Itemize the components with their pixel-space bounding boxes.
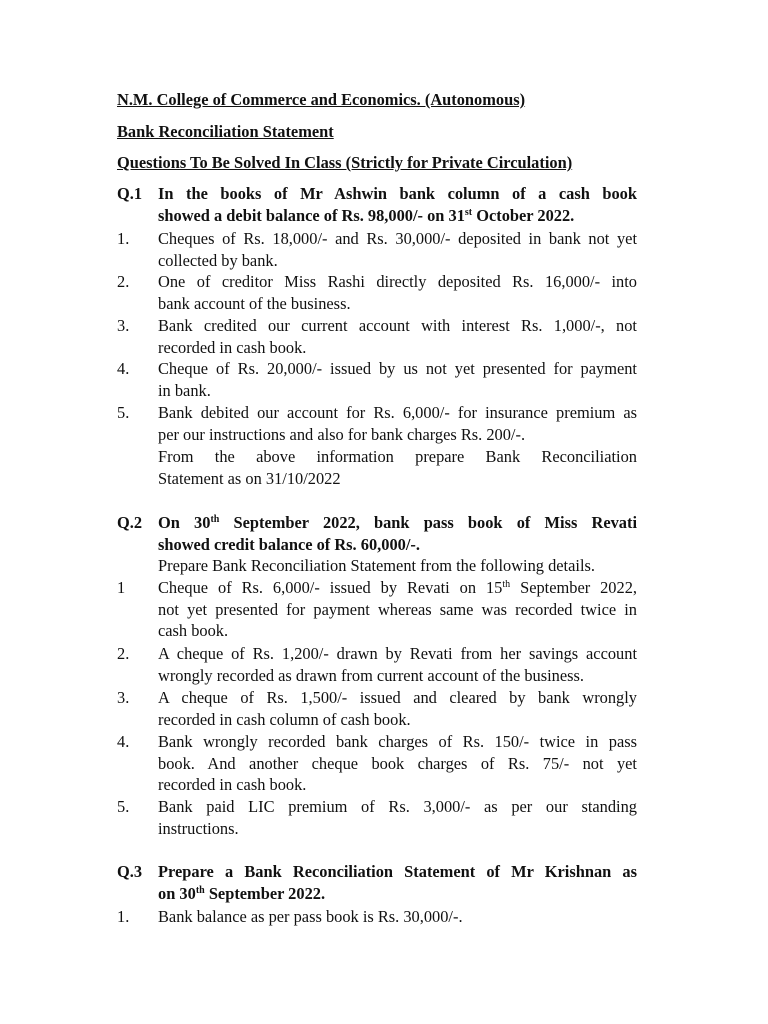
list-item [117, 402, 637, 445]
item-text: Bank paid LIC premium of Rs. 3,000/- as per our standing [158, 797, 637, 816]
question-instruction: Prepare Bank Reconciliation Statement from the following details. [158, 556, 595, 575]
item-number: 3. [117, 688, 130, 707]
item-text: A cheque of Rs. 1,200/- drawn by Revati from her savings account [158, 644, 637, 663]
question-instruction: Statement as on 31/10/2022 [158, 469, 341, 488]
question-line: On 30th September 2022, bank pass book of Miss Revati [158, 513, 638, 532]
item-number: 5. [117, 797, 130, 816]
item-text: in bank. [158, 380, 211, 400]
question-line: In the books of Mr Ashwin bank column of a cash book [158, 184, 637, 203]
list-item [117, 643, 637, 686]
item-text: Cheque of Rs. 6,000/- issued by Revati on 15th September 2022, [158, 578, 637, 597]
item-text: recorded in cash book. [158, 775, 307, 795]
item-text: One of creditor Miss Rashi directly deposited Rs. 16,000/- into [158, 272, 637, 291]
item-text: recorded in cash column of cash book. [158, 709, 411, 729]
question-1-heading [117, 183, 637, 227]
item-text: per our instructions and also for bank charges Rs. 200/-. [158, 424, 526, 444]
list-item [117, 731, 637, 796]
item-text: recorded in cash book. [158, 337, 307, 357]
subject-title: Bank Reconciliation Statement [117, 122, 334, 141]
list-item [117, 271, 637, 314]
item-text: not yet presented for payment whereas same was recorded twice in [158, 599, 637, 619]
item-number: 1 [117, 578, 126, 597]
question-2-heading [117, 512, 637, 556]
item-text: wrongly recorded as drawn from current account of the business. [158, 665, 585, 685]
item-number: 1. [117, 229, 130, 248]
item-text: book. And another cheque book charges of Rs. 75/- not yet [158, 753, 637, 773]
item-number: 2. [117, 272, 130, 291]
question-number: Q.2 [117, 513, 143, 532]
item-text: instructions. [158, 818, 239, 838]
question-line: showed a debit balance of Rs. 98,000/- on 31st October 2022. [158, 206, 575, 225]
circulation-note: Questions To Be Solved In Class (Strictly for Private Circulation) [117, 153, 573, 172]
college-title: N.M. College of Commerce and Economics. (Autonomous) [117, 90, 526, 109]
item-text: Cheques of Rs. 18,000/- and Rs. 30,000/- deposited in bank not yet [158, 229, 637, 248]
item-text: Cheque of Rs. 20,000/- issued by us not yet presented for payment [158, 359, 637, 378]
item-text: Bank credited our current account with interest Rs. 1,000/-, not [158, 316, 637, 335]
item-text: bank account of the business. [158, 293, 351, 313]
question-line: on 30th September 2022. [158, 884, 326, 903]
list-item [117, 687, 637, 730]
item-number: 4. [117, 732, 130, 751]
list-item [117, 796, 637, 839]
item-number: 3. [117, 316, 130, 335]
question-number: Q.3 [117, 862, 143, 881]
question-line: showed credit balance of Rs. 60,000/-. [158, 535, 420, 554]
list-item [117, 358, 637, 401]
list-item [117, 315, 637, 358]
item-number: 1. [117, 907, 130, 926]
list-item [117, 577, 637, 642]
item-text: Bank debited our account for Rs. 6,000/- for insurance premium as [158, 403, 637, 422]
item-number: 2. [117, 644, 130, 663]
list-item [117, 906, 637, 928]
item-text: Bank wrongly recorded bank charges of Rs. 150/- twice in pass [158, 732, 637, 751]
item-text: collected by bank. [158, 250, 278, 270]
question-3-heading [117, 861, 637, 905]
question-instruction: From the above information prepare Bank Reconciliation [158, 447, 637, 466]
item-text: cash book. [158, 621, 229, 641]
item-number: 4. [117, 359, 130, 378]
item-text: Bank balance as per pass book is Rs. 30,000/-. [158, 907, 463, 926]
item-text: A cheque of Rs. 1,500/- issued and cleared by bank wrongly [158, 688, 637, 707]
list-item [117, 228, 637, 271]
question-number: Q.1 [117, 184, 143, 203]
item-number: 5. [117, 403, 130, 422]
question-line: Prepare a Bank Reconciliation Statement of Mr Krishnan as [158, 862, 637, 881]
